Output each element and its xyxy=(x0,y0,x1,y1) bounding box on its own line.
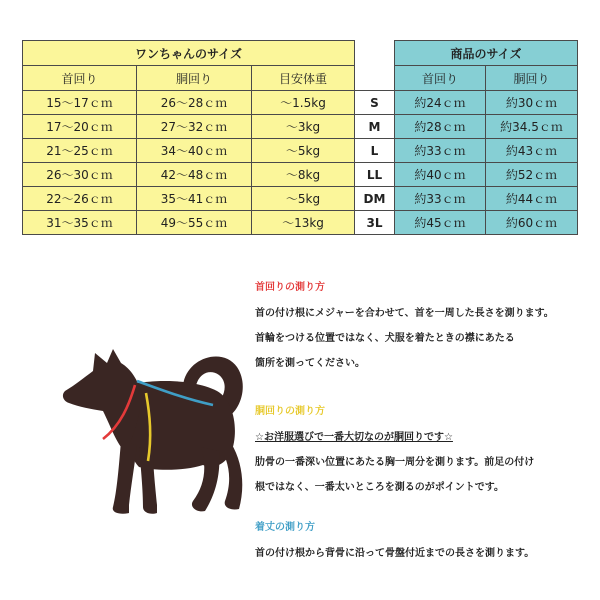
dog-weight-cell: 〜5kg xyxy=(252,187,355,211)
table-row xyxy=(23,115,578,139)
dog-chest-cell: 49〜55ｃｍ xyxy=(137,211,252,235)
chest-measure-section xyxy=(255,402,590,500)
product-neck-cell: 約45ｃｍ xyxy=(395,211,486,235)
length-measure-section xyxy=(255,518,590,566)
product-chest-cell: 約43ｃｍ xyxy=(486,139,578,163)
table-row xyxy=(23,163,578,187)
size-label-cell: L xyxy=(355,139,395,163)
size-label-cell: LL xyxy=(355,163,395,187)
product-chest-column-header: 胴回り xyxy=(486,66,578,91)
size-label-cell: DM xyxy=(355,187,395,211)
dog-chest-column-header: 胴回り xyxy=(137,66,252,91)
chest-measure-emphasis: ☆お洋服選びで一番大切なのが胴回りです☆ xyxy=(255,432,453,443)
product-neck-column-header: 首回り xyxy=(395,66,486,91)
dog-chest-cell: 35〜41ｃｍ xyxy=(137,187,252,211)
dog-chest-cell: 34〜40ｃｍ xyxy=(137,139,252,163)
dog-weight-cell: 〜5kg xyxy=(252,139,355,163)
chest-measure-text: 肋骨の一番深い位置にあたる胸一周分を測ります。前足の付け xyxy=(255,457,535,468)
size-table xyxy=(22,40,578,235)
dog-chest-cell: 27〜32ｃｍ xyxy=(137,115,252,139)
product-neck-cell: 約24ｃｍ xyxy=(395,91,486,115)
product-neck-cell: 約40ｃｍ xyxy=(395,163,486,187)
product-chest-cell: 約30ｃｍ xyxy=(486,91,578,115)
size-label-cell: S xyxy=(355,91,395,115)
dog-weight-cell: 〜8kg xyxy=(252,163,355,187)
table-row xyxy=(23,91,578,115)
table-row xyxy=(23,187,578,211)
size-label-cell: 3L xyxy=(355,211,395,235)
dog-neck-cell: 22〜26ｃｍ xyxy=(23,187,137,211)
dog-silhouette-illustration xyxy=(55,345,250,520)
size-label-cell: M xyxy=(355,115,395,139)
dog-neck-cell: 15〜17ｃｍ xyxy=(23,91,137,115)
product-chest-cell: 約52ｃｍ xyxy=(486,163,578,187)
chest-measure-title: 胴回りの測り方 xyxy=(255,406,325,417)
dog-weight-cell: 〜1.5kg xyxy=(252,91,355,115)
neck-measure-text: 首の付け根にメジャーを合わせて、首を一周した長さを測ります。 xyxy=(255,308,554,319)
product-chest-cell: 約34.5ｃｍ xyxy=(486,115,578,139)
dog-neck-column-header: 首回り xyxy=(23,66,137,91)
dog-neck-cell: 17〜20ｃｍ xyxy=(23,115,137,139)
product-neck-cell: 約33ｃｍ xyxy=(395,139,486,163)
neck-measure-section xyxy=(255,278,590,376)
chest-measure-text: 根ではなく、一番太いところを測るのがポイントです。 xyxy=(255,482,504,493)
neck-measure-title: 首回りの測り方 xyxy=(255,282,325,293)
dog-chest-cell: 26〜28ｃｍ xyxy=(137,91,252,115)
product-neck-cell: 約33ｃｍ xyxy=(395,187,486,211)
neck-measure-text: 箇所を測ってください。 xyxy=(255,358,365,369)
dog-neck-cell: 21〜25ｃｍ xyxy=(23,139,137,163)
table-row xyxy=(23,139,578,163)
product-neck-cell: 約28ｃｍ xyxy=(395,115,486,139)
product-chest-cell: 約44ｃｍ xyxy=(486,187,578,211)
product-size-header: 商品のサイズ xyxy=(395,41,578,66)
product-chest-cell: 約60ｃｍ xyxy=(486,211,578,235)
neck-measure-text: 首輪をつける位置ではなく、犬服を着たときの襟にあたる xyxy=(255,333,515,344)
length-measure-title: 着丈の測り方 xyxy=(255,522,315,533)
table-row xyxy=(23,211,578,235)
dog-silhouette-icon xyxy=(63,349,243,514)
length-measure-text: 首の付け根から背骨に沿って骨盤付近までの長さを測ります。 xyxy=(255,548,535,559)
dog-weight-cell: 〜13kg xyxy=(252,211,355,235)
dog-neck-cell: 26〜30ｃｍ xyxy=(23,163,137,187)
dog-size-header: ワンちゃんのサイズ xyxy=(23,41,355,66)
dog-weight-column-header: 目安体重 xyxy=(252,66,355,91)
dog-neck-cell: 31〜35ｃｍ xyxy=(23,211,137,235)
size-header-gap xyxy=(355,41,395,91)
dog-weight-cell: 〜3kg xyxy=(252,115,355,139)
dog-chest-cell: 42〜48ｃｍ xyxy=(137,163,252,187)
